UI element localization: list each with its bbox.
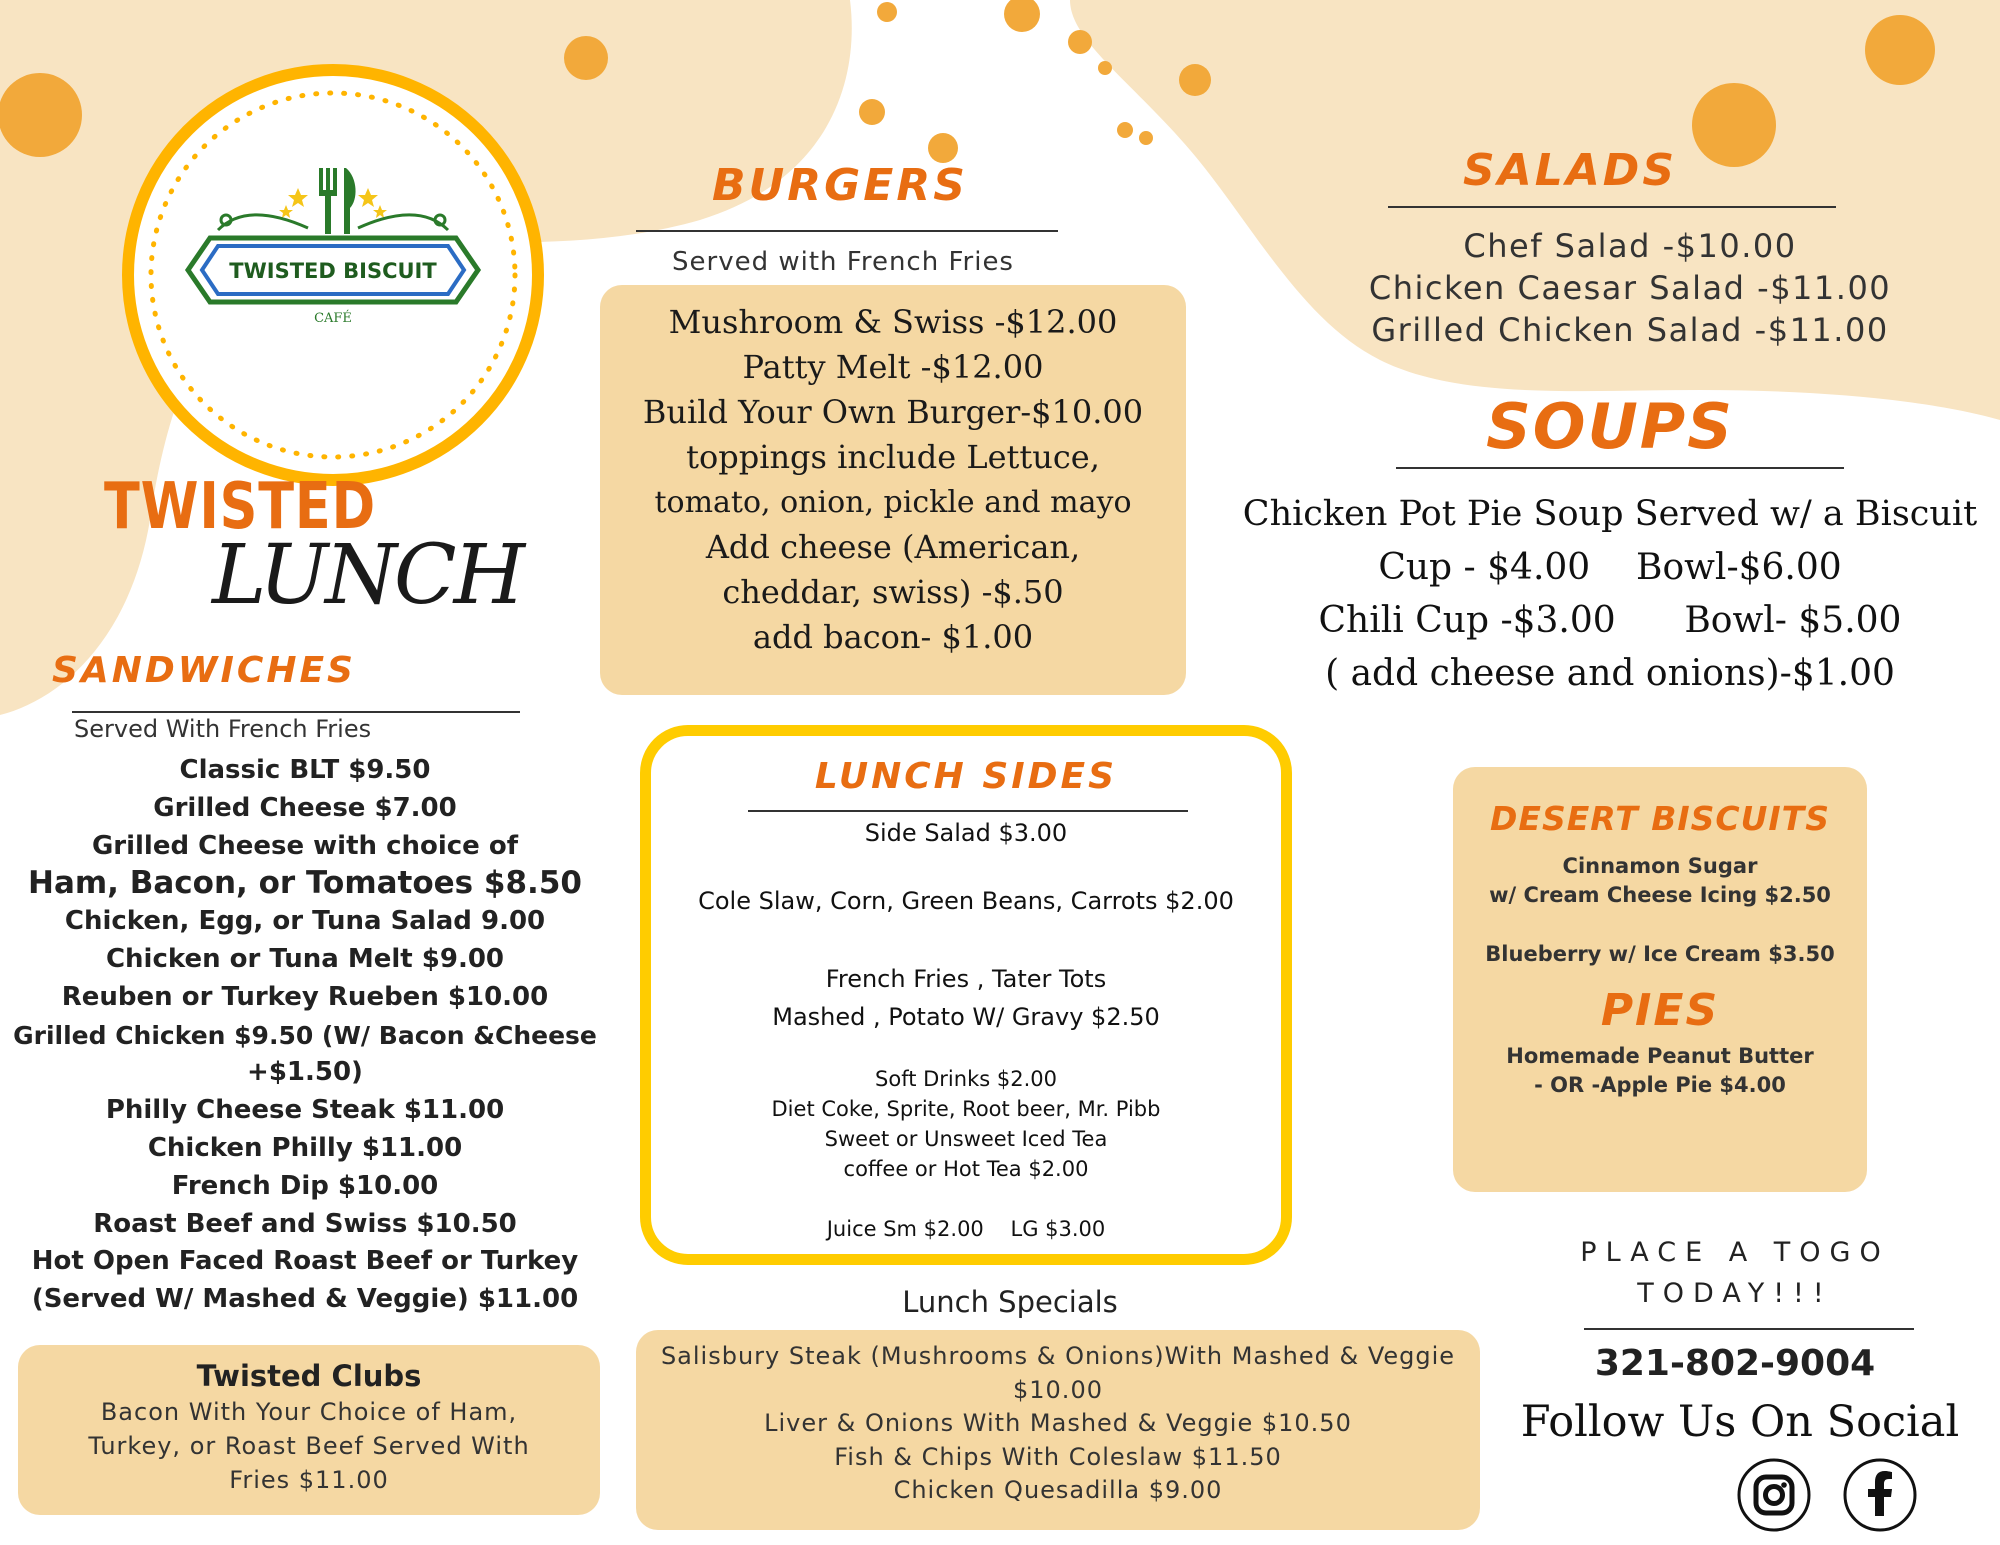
burger-line: tomato, onion, pickle and mayo <box>654 485 1132 520</box>
logo-name: TWISTED BISCUIT <box>229 259 437 283</box>
facebook-button[interactable] <box>1843 1458 1917 1532</box>
clubs-line: Bacon With Your Choice of Ham, <box>100 1398 518 1426</box>
burger-line: Mushroom & Swiss -$12.00 <box>668 303 1118 341</box>
clubs-card <box>18 1345 600 1515</box>
sides-line: Sweet or Unsweet Iced Tea <box>824 1127 1108 1151</box>
sandwich-item: Hot Open Faced Roast Beef or Turkey <box>31 1246 579 1277</box>
pies-list <box>1453 1042 1867 1100</box>
burgers-note: Served with French Fries <box>672 247 1014 277</box>
sandwich-item: Ham, Bacon, or Tomatoes $8.50 <box>28 865 582 902</box>
salads-list <box>1330 225 1930 351</box>
sides-line: Mashed , Potato W/ Gravy $2.50 <box>772 1003 1160 1031</box>
sides-line: Cole Slaw, Corn, Green Beans, Carrots $2.00 <box>698 887 1234 915</box>
facebook-icon <box>1843 1458 1917 1532</box>
phone-number[interactable]: 321-802-9004 <box>1594 1343 1876 1384</box>
burgers-card <box>600 285 1186 695</box>
title-lunch: LUNCH <box>212 528 523 623</box>
salads-rule <box>1388 206 1836 208</box>
sides-line: Juice Sm $2.00 LG $3.00 <box>826 1217 1106 1241</box>
sides-line: Side Salad $3.00 <box>864 819 1068 847</box>
burgers-rule <box>636 230 1058 232</box>
salads-heading: SALADS <box>1462 145 1678 196</box>
dessert-line: w/ Cream Cheese Icing $2.50 <box>1489 883 1831 907</box>
salad-line: Chef Salad -$10.00 <box>1463 227 1797 265</box>
salad-line: Grilled Chicken Salad -$11.00 <box>1371 311 1889 349</box>
sandwich-item: Chicken or Tuna Melt $9.00 <box>105 943 505 974</box>
dessert-line: Blueberry w/ Ice Cream $3.50 <box>1485 942 1835 966</box>
sides-list <box>651 814 1281 1244</box>
burger-line: Build Your Own Burger-$10.00 <box>642 393 1144 431</box>
sides-line: coffee or Hot Tea $2.00 <box>843 1157 1089 1181</box>
contact-rule <box>1584 1328 1914 1330</box>
soups-heading: SOUPS <box>1486 390 1734 463</box>
sandwiches-heading: SANDWICHES <box>52 650 356 691</box>
burger-line: Add cheese (American, <box>705 528 1081 566</box>
clubs-text <box>18 1395 600 1497</box>
burger-line: cheddar, swiss) -$.50 <box>722 573 1064 611</box>
sandwiches-list <box>0 752 610 1319</box>
peach-blob-right <box>1070 0 2000 420</box>
burger-line: Patty Melt -$12.00 <box>742 348 1044 386</box>
soup-line: Cup - $4.00 Bowl-$6.00 <box>1378 547 1842 588</box>
dessert-line: Cinnamon Sugar <box>1562 854 1758 878</box>
logo <box>118 60 548 490</box>
sandwich-item: (Served W/ Mashed & Veggie) $11.00 <box>31 1284 579 1315</box>
salad-line: Chicken Caesar Salad -$11.00 <box>1368 269 1892 307</box>
burger-line: toppings include Lettuce, <box>686 438 1100 476</box>
soups-rule <box>1396 467 1844 469</box>
burgers-heading: BURGERS <box>712 160 968 211</box>
sandwich-item: French Dip $10.00 <box>171 1170 439 1201</box>
sides-rule <box>748 810 1188 812</box>
logo-badge <box>118 60 548 490</box>
sandwiches-rule <box>72 711 520 713</box>
sandwich-item: Philly Cheese Steak $11.00 <box>105 1095 505 1126</box>
pies-heading: PIES <box>1600 985 1720 1036</box>
togo-text <box>1530 1232 1940 1314</box>
pie-line: - OR -Apple Pie $4.00 <box>1534 1073 1786 1097</box>
sandwich-item: Chicken, Egg, or Tuna Salad 9.00 <box>64 906 546 937</box>
sandwich-item: Roast Beef and Swiss $10.50 <box>93 1208 517 1239</box>
desserts-list <box>1453 852 1867 969</box>
sides-line: French Fries , Tater Tots <box>825 965 1107 993</box>
desserts-heading: DESERT BISCUITS <box>1490 799 1830 838</box>
togo-line: TODAY!!! <box>1637 1278 1833 1309</box>
pie-line: Homemade Peanut Butter <box>1506 1044 1814 1068</box>
logo-sub: CAFÉ <box>314 311 352 326</box>
sides-line: Soft Drinks $2.00 <box>875 1067 1057 1091</box>
title-twisted: TWISTED <box>104 470 376 544</box>
sandwich-item: Grilled Cheese with choice of <box>91 830 519 861</box>
sides-box <box>640 725 1292 1265</box>
special-line: Fish & Chips With Coleslaw $11.50 <box>834 1442 1282 1471</box>
clubs-line: Turkey, or Roast Beef Served With <box>88 1432 530 1460</box>
special-line: Salisbury Steak (Mushrooms & Onions)With Mashed & Veggie <box>660 1342 1456 1370</box>
specials-title: Lunch Specials <box>902 1285 1118 1319</box>
sandwich-item: Classic BLT $9.50 <box>179 755 431 785</box>
specials-card <box>636 1330 1480 1530</box>
clubs-title: Twisted Clubs <box>196 1359 422 1393</box>
sandwich-item: +$1.50) <box>247 1057 363 1088</box>
sandwiches-note: Served With French Fries <box>74 715 372 743</box>
soup-line: Chicken Pot Pie Soup Served w/ a Biscuit <box>1242 494 1978 534</box>
soups-list <box>1225 488 1995 700</box>
follow-text: Follow Us On Social <box>1520 1397 1960 1447</box>
sandwich-item: Chicken Philly $11.00 <box>147 1132 463 1163</box>
sides-heading: LUNCH SIDES <box>814 756 1118 797</box>
clubs-line: Fries $11.00 <box>229 1466 389 1494</box>
sandwich-item: Grilled Chicken $9.50 (W/ Bacon &Cheese <box>13 1020 597 1050</box>
togo-line: PLACE A TOGO <box>1580 1237 1890 1268</box>
instagram-icon <box>1737 1458 1811 1532</box>
special-line: Chicken Quesadilla $9.00 <box>893 1476 1223 1504</box>
burger-line: add bacon- $1.00 <box>752 618 1034 656</box>
sides-line: Diet Coke, Sprite, Root beer, Mr. Pibb <box>771 1097 1161 1121</box>
instagram-button[interactable] <box>1737 1458 1811 1532</box>
special-line: Liver & Onions With Mashed & Veggie $10.50 <box>764 1409 1352 1437</box>
sandwich-item: Grilled Cheese $7.00 <box>153 792 457 823</box>
sandwich-item: Reuben or Turkey Rueben $10.00 <box>61 981 549 1012</box>
desserts-card <box>1453 767 1867 1192</box>
soup-line: ( add cheese and onions)-$1.00 <box>1325 653 1895 694</box>
soup-line: Chili Cup -$3.00 Bowl- $5.00 <box>1318 600 1902 641</box>
special-line: $10.00 <box>1013 1375 1103 1404</box>
